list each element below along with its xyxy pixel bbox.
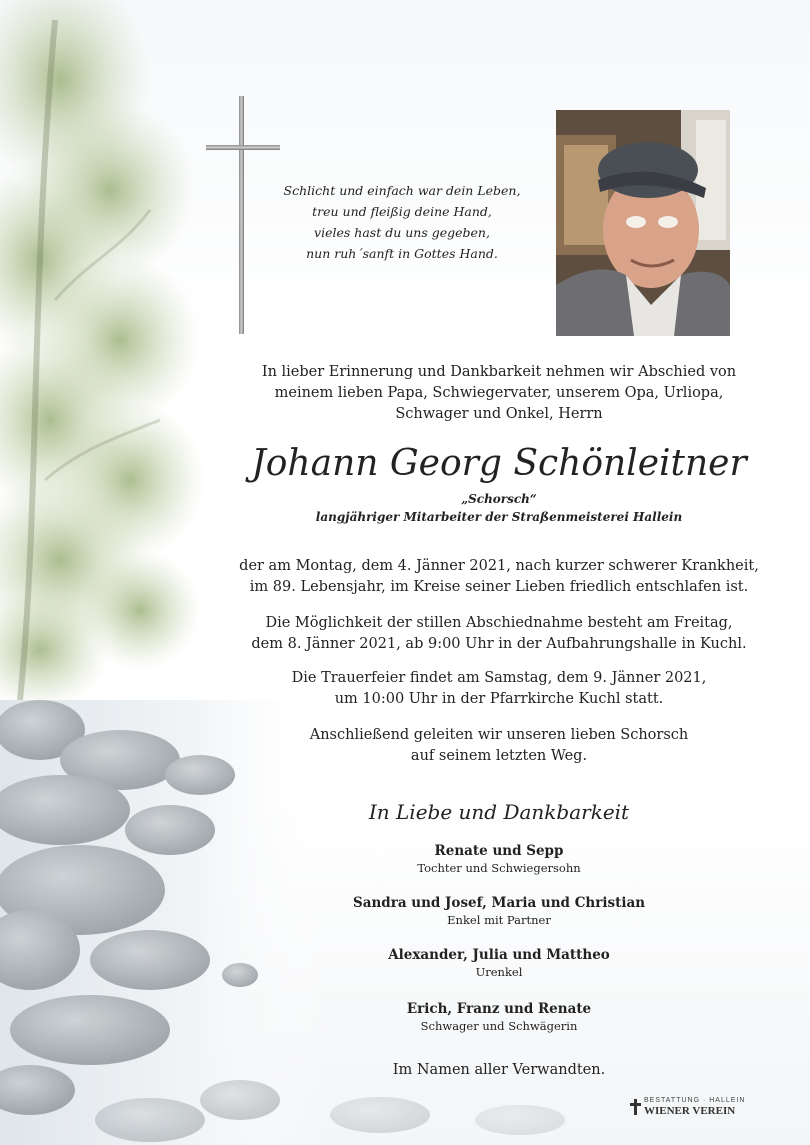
funeral-home-line1: BESTATTUNG · HALLEIN	[644, 1097, 746, 1104]
paragraph-line: Die Trauerfeier findet am Samstag, dem 9. Jänner 2021,	[291, 670, 707, 686]
intro-line: Schwager und Onkel, Herrn	[395, 406, 603, 422]
mourner-group	[200, 894, 798, 928]
deceased-nickname: „Schorsch“	[461, 492, 537, 506]
poem-line: vieles hast du uns gegeben,	[314, 225, 490, 240]
paragraph-line: im 89. Lebensjahr, im Kreise seiner Lieben friedlich entschlafen ist.	[249, 579, 749, 595]
death-paragraph	[200, 556, 798, 598]
tree-foliage	[0, 0, 205, 710]
cross-icon	[239, 96, 244, 334]
final-line: Im Namen aller Verwandten.	[392, 1062, 606, 1078]
portrait-photo	[556, 110, 730, 336]
viewing-paragraph	[200, 613, 798, 655]
mourner-group	[200, 946, 798, 980]
funeral-home-logo	[630, 1097, 758, 1119]
mourner-names: Sandra und Josef, Maria und Christian	[352, 895, 646, 911]
burial-paragraph	[200, 725, 798, 767]
mourner-group	[200, 842, 798, 876]
funeral-home-line2: WIENER VEREIN	[644, 1105, 736, 1117]
paragraph-line: der am Montag, dem 4. Jänner 2021, nach kurzer schwerer Krankheit,	[239, 558, 759, 574]
mourner-relation: Schwager und Schwägerin	[420, 1019, 578, 1033]
paragraph-line: auf seinem letzten Weg.	[410, 748, 588, 764]
closing-heading: In Liebe und Dankbarkeit	[368, 800, 630, 824]
mourner-names: Alexander, Julia und Mattheo	[388, 947, 610, 963]
deceased-role: langjähriger Mitarbeiter der Straßenmeisterei Hallein	[315, 510, 683, 524]
intro-line: meinem lieben Papa, Schwiegervater, unserem Opa, Urliopa,	[274, 385, 724, 401]
paragraph-line: um 10:00 Uhr in der Pfarrkirche Kuchl statt.	[334, 691, 664, 707]
paragraph-line: dem 8. Jänner 2021, ab 9:00 Uhr in der Aufbahrungshalle in Kuchl.	[251, 636, 747, 652]
paragraph-line: Die Möglichkeit der stillen Abschiednahme besteht am Freitag,	[265, 615, 733, 631]
mourner-names: Erich, Franz und Renate	[406, 1001, 592, 1017]
poem-line: Schlicht und einfach war dein Leben,	[283, 183, 521, 198]
mourner-relation: Tochter und Schwiegersohn	[417, 861, 581, 875]
intro-text	[200, 362, 798, 425]
poem-line: nun ruh´sanft in Gottes Hand.	[306, 246, 498, 261]
mourner-group	[200, 1000, 798, 1034]
mourner-relation: Urenkel	[475, 965, 523, 979]
poem-line: treu und fleißig deine Hand,	[312, 204, 492, 219]
ceremony-paragraph	[200, 668, 798, 710]
paragraph-line: Anschließend geleiten wir unseren lieben Schorsch	[309, 727, 689, 743]
mourner-relation: Enkel mit Partner	[447, 913, 551, 927]
deceased-name: Johann Georg Schönleitner	[251, 443, 747, 484]
mourner-names: Renate und Sepp	[434, 843, 564, 859]
intro-line: In lieber Erinnerung und Dankbarkeit nehmen wir Abschied von	[261, 364, 737, 380]
cross-bar	[206, 145, 280, 150]
funeral-home-icon	[630, 1099, 641, 1115]
poem	[262, 180, 542, 264]
